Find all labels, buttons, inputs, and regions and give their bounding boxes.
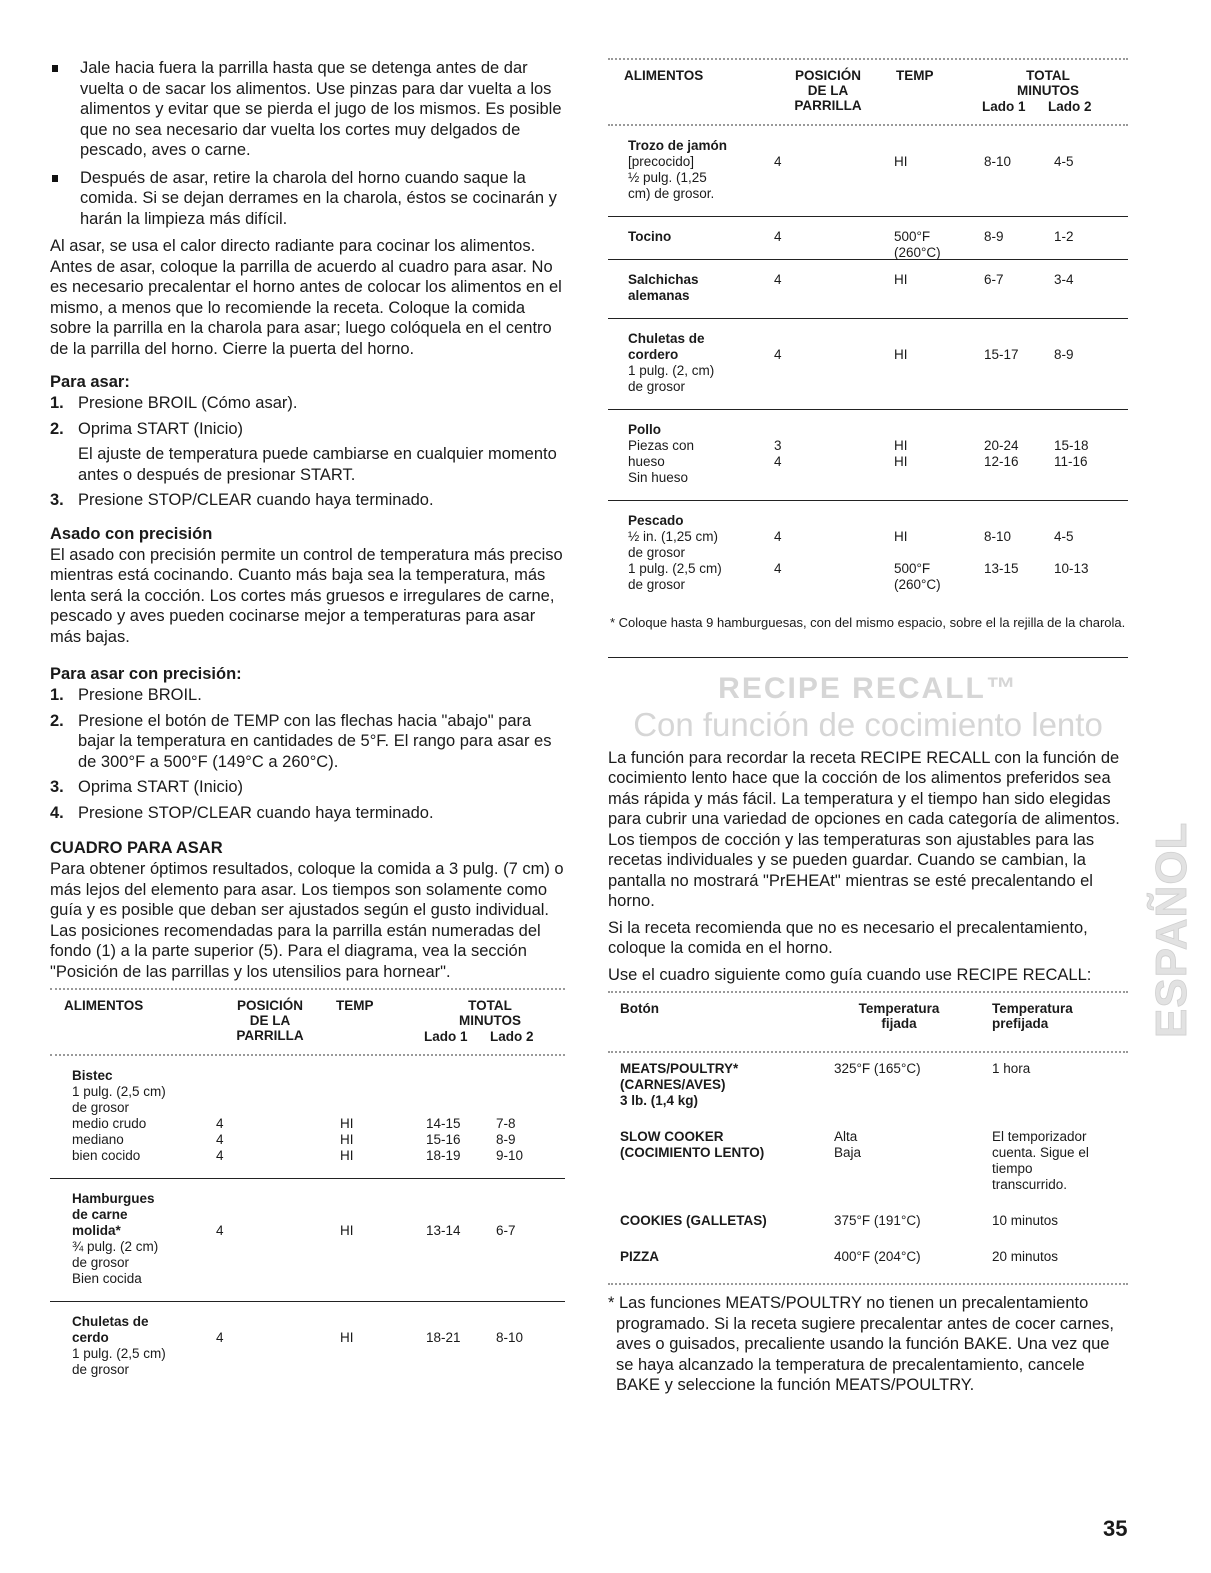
food-cell bbox=[72, 1302, 192, 1392]
food-name: Hamburgues de carne molida* bbox=[72, 1191, 155, 1238]
recall-footnote: * Las funciones MEATS/POULTRY no tienen un precalentamiento programado. Si la receta sugiere precalentar antes de cocer carnes, aves o guisados, precaliente usando la función BAKE. Una vez que se haya alcanzado la temperatura de precalentamiento, cancele BAKE y seleccione la función MEATS/POULTRY. bbox=[608, 1294, 1115, 1394]
l2-cell: 1-2 bbox=[1054, 229, 1074, 244]
precision-text: El asado con precisión permite un control de temperatura más preciso mientras está cocinando. Cuanto más baja sea la temperatura, más lenta será la cocción. Los cortes más gruesos e irregulares de carne, pescado y aves pueden cocinarse mejor a temperaturas para asar más bajas. bbox=[50, 545, 563, 646]
table-footnote: * Coloque hasta 9 hamburguesas, con del mismo espacio, sobre el la rejilla de la charola. bbox=[610, 615, 1126, 630]
table-header bbox=[608, 993, 1128, 1051]
boton-cell: COOKIES (GALLETAS) bbox=[620, 1213, 767, 1228]
recall-row bbox=[608, 1053, 1128, 1121]
pos-cell: 4 bbox=[774, 272, 782, 287]
col-temp-fijada: Temperatura fijada bbox=[858, 1001, 940, 1031]
pos-cell: 4 bbox=[216, 1223, 224, 1238]
col-total: TOTAL MINUTOS bbox=[1016, 68, 1079, 98]
temp-cell: HI bbox=[894, 272, 908, 287]
broil-table-left bbox=[50, 988, 565, 1392]
col-posicion: POSICIÓN DE LA PARRILLA bbox=[794, 68, 862, 113]
bullet-item: Jale hacia fuera la parrilla hasta que se detenga antes de dar vuelta o de sacar los alimentos. Use pinzas para dar vuelta a los alimentos y evitar que se pierda el jugo de los mismos. Es posible que no sea necesario dar vuelta los cortes muy delgados de pescado, aves o carne. bbox=[50, 58, 565, 161]
temp-cell: HI bbox=[340, 1330, 354, 1345]
right-column bbox=[608, 58, 1128, 1396]
food-name: Tocino bbox=[628, 229, 672, 244]
food-desc: [precocido] ½ pulg. (1,25 cm) de grosor. bbox=[628, 154, 715, 201]
food-name: Pescado bbox=[628, 513, 684, 528]
table-header bbox=[608, 60, 1128, 124]
food-name: Chuletas de cordero bbox=[628, 331, 705, 362]
col-temp: TEMP bbox=[896, 68, 934, 83]
l2-cell: 3-4 bbox=[1054, 272, 1074, 287]
heading-asado-precision: Asado con precisión bbox=[50, 524, 213, 543]
food-cell bbox=[628, 501, 748, 607]
l1-cell: 20-24 12-16 bbox=[984, 438, 1019, 469]
l1-cell: 6-7 bbox=[984, 272, 1004, 287]
bullet-item: Después de asar, retire la charola del horno cuando saque la comida. Si se dejan derrames en la charola, éstos se cocinarán y harán la limpieza más difícil. bbox=[50, 168, 565, 230]
recall-row bbox=[608, 1121, 1128, 1205]
prefijada-cell: 1 hora bbox=[992, 1061, 1031, 1076]
broil-intro: Al asar, se usa el calor directo radiante para cocinar los alimentos. Antes de asar, coloque la parrilla de acuerdo al cuadro para asar. No es necesario precalentar el horno antes de colocar los alimentos en el mismo, a menos que lo recomiende la receta. Coloque la comida sobre la parrilla en la charola para asar; luego colóquela en el centro de la parrilla del horno. Cierre la puerta del horno. bbox=[50, 237, 562, 358]
l2-cell: 8-9 bbox=[1054, 347, 1074, 362]
boton-cell: MEATS/POULTRY* (CARNES/AVES) 3 lb. (1,4 kg) bbox=[620, 1061, 739, 1108]
left-column bbox=[50, 58, 565, 1392]
l2-cell: 7-8 8-9 9-10 bbox=[496, 1116, 524, 1163]
col-posicion: POSICIÓN DE LA PARRILLA bbox=[236, 998, 304, 1043]
step: 2. Oprima START (Inicio) El ajuste de temperatura puede cambiarse en cualquier momento antes o después de presionar START. bbox=[50, 419, 565, 486]
pos-cell: 3 4 bbox=[774, 438, 782, 469]
table-row bbox=[50, 1302, 565, 1392]
table-row bbox=[50, 1179, 565, 1302]
recall-paragraph: Use el cuadro siguiente como guía cuando use RECIPE RECALL: bbox=[608, 965, 1092, 984]
col-lado2: Lado 2 bbox=[1048, 99, 1092, 114]
pos-cell: 4 bbox=[774, 347, 782, 362]
temp-cell: HI bbox=[894, 347, 908, 362]
col-alimentos: ALIMENTOS bbox=[64, 998, 144, 1013]
recall-row bbox=[608, 1241, 1128, 1277]
l1-cell: 8-10 bbox=[984, 154, 1012, 169]
pos-cell: 4 4 bbox=[774, 529, 782, 576]
col-boton: Botón bbox=[620, 1001, 659, 1016]
section-divider bbox=[608, 657, 1128, 658]
temp-cell: 500°F (260°C) bbox=[894, 229, 941, 260]
table-row bbox=[608, 260, 1128, 319]
food-cell bbox=[72, 1056, 192, 1178]
heading-cuadro-para-asar: CUADRO PARA ASAR bbox=[50, 839, 223, 857]
pos-cell: 4 bbox=[216, 1330, 224, 1345]
l1-cell: 8-10 13-15 bbox=[984, 529, 1019, 576]
food-desc: 1 pulg. (2,5 cm) de grosor medio crudo mediano bien cocido bbox=[72, 1084, 166, 1163]
recall-title: RECIPE RECALL™ bbox=[718, 671, 1018, 705]
step: 3. Presione STOP/CLEAR cuando haya terminado. bbox=[50, 491, 434, 509]
temp-cell: HI HI bbox=[894, 438, 908, 469]
recall-paragraph: Si la receta recomienda que no es necesario el precalentamiento, coloque la comida en el horno. bbox=[608, 918, 1088, 957]
l1-cell: 15-17 bbox=[984, 347, 1019, 362]
page-number: 35 bbox=[1103, 1516, 1128, 1541]
recall-table bbox=[608, 991, 1128, 1285]
boton-cell: PIZZA bbox=[620, 1249, 659, 1264]
recall-row bbox=[608, 1205, 1128, 1241]
food-name: Salchichas alemanas bbox=[628, 272, 699, 303]
table-row bbox=[608, 410, 1128, 501]
table-row bbox=[608, 501, 1128, 607]
col-temp: TEMP bbox=[336, 998, 374, 1013]
food-cell bbox=[628, 319, 748, 409]
food-cell bbox=[628, 217, 748, 259]
l2-cell: 4-5 10-13 bbox=[1054, 529, 1089, 576]
col-temp-prefijada: Temperatura prefijada bbox=[992, 1001, 1073, 1031]
boton-cell: SLOW COOKER (COCIMIENTO LENTO) bbox=[620, 1129, 765, 1160]
food-desc: 1 pulg. (2,5 cm) de grosor bbox=[72, 1346, 166, 1377]
table-row bbox=[608, 319, 1128, 410]
prefijada-cell: 20 minutos bbox=[992, 1249, 1059, 1264]
broil-table-right bbox=[608, 58, 1128, 607]
table-bottom-rule bbox=[608, 1283, 1128, 1285]
food-cell bbox=[72, 1179, 192, 1301]
temp-cell: HI 500°F (260°C) bbox=[894, 529, 941, 592]
step: 4. Presione STOP/CLEAR cuando haya terminado. bbox=[50, 803, 434, 822]
l1-cell: 8-9 bbox=[984, 229, 1004, 244]
table-row bbox=[50, 1056, 565, 1179]
step: 2. Presione el botón de TEMP con las flechas hacia "abajo" para bajar la temperatura en cantidades de 5°F. El rango para asar es de 300°F a 500°F (149°C a 260°C). bbox=[50, 711, 552, 771]
col-lado1: Lado 1 bbox=[982, 99, 1026, 114]
table-body bbox=[608, 1053, 1128, 1277]
step-note: El ajuste de temperatura puede cambiarse en cualquier momento antes o después de presionar START. bbox=[78, 445, 557, 484]
step: 1. Presione BROIL (Cómo asar). bbox=[50, 394, 298, 412]
table-body bbox=[608, 126, 1128, 607]
fijada-cell: 375°F (191°C) bbox=[834, 1213, 921, 1228]
col-lado1: Lado 1 bbox=[424, 1029, 468, 1044]
food-name: Bistec bbox=[72, 1068, 113, 1083]
pos-cell: 4 bbox=[774, 229, 782, 244]
food-desc: ¾ pulg. (2 cm) de grosor Bien cocida bbox=[72, 1239, 159, 1286]
recall-subtitle: Con función de cocimiento lento bbox=[633, 705, 1103, 743]
temp-cell: HI bbox=[894, 154, 908, 169]
steps-para-asar bbox=[50, 393, 565, 511]
recall-title-block bbox=[608, 672, 1128, 744]
bullet-list bbox=[50, 58, 565, 229]
table-header bbox=[50, 990, 565, 1054]
food-desc: ½ in. (1,25 cm) de grosor 1 pulg. (2,5 cm) de grosor bbox=[628, 529, 722, 592]
heading-para-asar-precision: Para asar con precisión: bbox=[50, 665, 242, 683]
fijada-cell: 325°F (165°C) bbox=[834, 1061, 921, 1076]
l2-cell: 8-10 bbox=[496, 1330, 524, 1345]
l1-cell: 14-15 15-16 18-19 bbox=[426, 1116, 461, 1163]
food-name: Chuletas de cerdo bbox=[72, 1314, 149, 1345]
col-alimentos: ALIMENTOS bbox=[624, 68, 704, 83]
food-name: Trozo de jamón bbox=[628, 138, 728, 153]
col-total: TOTAL MINUTOS bbox=[458, 998, 521, 1028]
step: 1. Presione BROIL. bbox=[50, 686, 202, 704]
fijada-cell: Alta Baja bbox=[834, 1129, 862, 1160]
food-cell bbox=[628, 260, 748, 318]
food-cell bbox=[628, 126, 748, 216]
prefijada-cell: 10 minutos bbox=[992, 1213, 1059, 1228]
temp-cell: HI bbox=[340, 1223, 354, 1238]
pos-cell: 4 bbox=[774, 154, 782, 169]
l1-cell: 13-14 bbox=[426, 1223, 461, 1238]
food-desc: Piezas con hueso Sin hueso bbox=[628, 438, 695, 485]
food-name: Pollo bbox=[628, 422, 661, 437]
table-body bbox=[50, 1056, 565, 1392]
heading-para-asar: Para asar: bbox=[50, 373, 130, 391]
pos-cell: 4 4 4 bbox=[216, 1116, 224, 1163]
recall-paragraph: La función para recordar la receta RECIPE RECALL con la función de cocimiento lento hace que la cocción de los alimentos preferidos sea más rápida y más fácil. La temperatura y el tiempo han sido elegidas para cubrir una variedad de opciones en cada categoría de alimentos. Los tiempos de cocción y las temperaturas son ajustables para las recetas individuales y se pueden guardar. Cuando se cambian, la pantalla no mostrará "PrEHEAt" mientras se esté precalentando el horno. bbox=[608, 748, 1120, 910]
food-cell bbox=[628, 410, 748, 500]
fijada-cell: 400°F (204°C) bbox=[834, 1249, 921, 1264]
food-desc: 1 pulg. (2, cm) de grosor bbox=[628, 363, 715, 394]
table-row bbox=[608, 217, 1128, 260]
l2-cell: 4-5 bbox=[1054, 154, 1074, 169]
cuadro-text: Para obtener óptimos resultados, coloque la comida a 3 pulg. (7 cm) o más lejos del elemento para asar. Los tiempos son solamente como guía y es posible que deban ser ajustados según el gusto individual. Las posiciones recomendadas para la parrilla están numeradas del fondo (1) a la parte superior (5). Para el diagrama, vea la sección "Posición de las parrillas y los utensilios para hornear". bbox=[50, 860, 564, 981]
l2-cell: 15-18 11-16 bbox=[1054, 438, 1089, 469]
col-lado2: Lado 2 bbox=[490, 1029, 534, 1044]
steps-precision bbox=[50, 685, 565, 823]
temp-cell: HI HI HI bbox=[340, 1116, 354, 1163]
side-tab-label: ESPAÑOL bbox=[1147, 821, 1196, 1038]
step: 3. Oprima START (Inicio) bbox=[50, 778, 244, 796]
l2-cell: 6-7 bbox=[496, 1223, 516, 1238]
language-side-tab bbox=[1147, 820, 1196, 1050]
l1-cell: 18-21 bbox=[426, 1330, 461, 1345]
prefijada-cell: El temporizador cuenta. Sigue el tiempo transcurrido. bbox=[992, 1129, 1089, 1192]
table-row bbox=[608, 126, 1128, 217]
